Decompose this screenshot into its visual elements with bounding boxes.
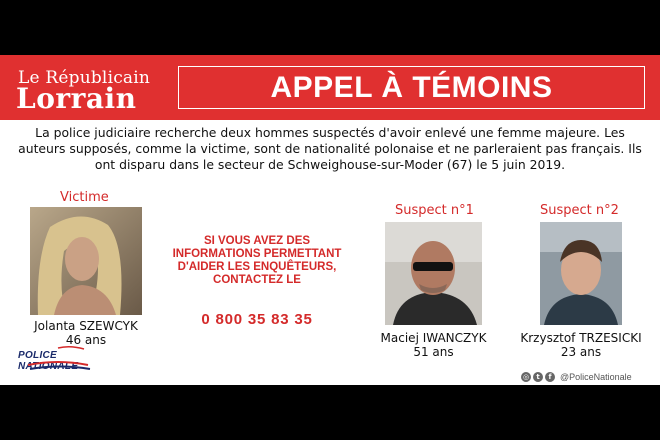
suspect2-label: Suspect n°2 (540, 203, 619, 218)
suspect2-photo (540, 222, 622, 325)
brand-line2: Lorrain (16, 82, 137, 115)
social-bar (521, 370, 632, 384)
intro-text: La police judiciaire recherche deux hommes suspectés d'avoir enlevé une femme majeure. Les auteurs supposés, comme la victime, sont de nationalité polonaise et ne parleraient pas français. Ils ont disparu dans le secteur de Schweighouse-sur-Moder (67) le 5 juin 2019. (18, 125, 642, 172)
victim-label: Victime (60, 190, 109, 205)
title-banner (178, 66, 645, 109)
victim-photo (30, 207, 142, 315)
suspect1-photo (385, 222, 482, 325)
logo-text: POLICE NATIONALE (18, 350, 79, 372)
call-to-action: SI VOUS AVEZ DES INFORMATIONS PERMETTANT D'AIDER LES ENQUÊTEURS, CONTACTEZ LE (172, 235, 342, 286)
twitter-icon: t (533, 372, 543, 382)
instagram-icon: ◎ (522, 373, 530, 381)
brand-line1: Le Républicain (18, 68, 151, 88)
suspect1-name: Maciej IWANCZYK (380, 331, 487, 345)
police-nationale-logo (18, 345, 118, 375)
suspect2-age: 23 ans (560, 345, 602, 359)
page-title: APPEL À TÉMOINS (270, 71, 553, 104)
phone-number: 0 800 35 83 35 (201, 311, 313, 328)
victim-age: 46 ans (65, 333, 107, 347)
suspect1-label: Suspect n°1 (395, 203, 474, 218)
facebook-icon: f (545, 372, 555, 382)
suspect2-name: Krzysztof TRZESICKI (520, 331, 642, 345)
victim-name: Jolanta SZEWCYK (34, 319, 138, 333)
header-band (0, 55, 660, 120)
suspect1-age: 51 ans (413, 345, 454, 359)
poster (0, 55, 660, 385)
social-handle: @PoliceNationale (560, 372, 632, 382)
